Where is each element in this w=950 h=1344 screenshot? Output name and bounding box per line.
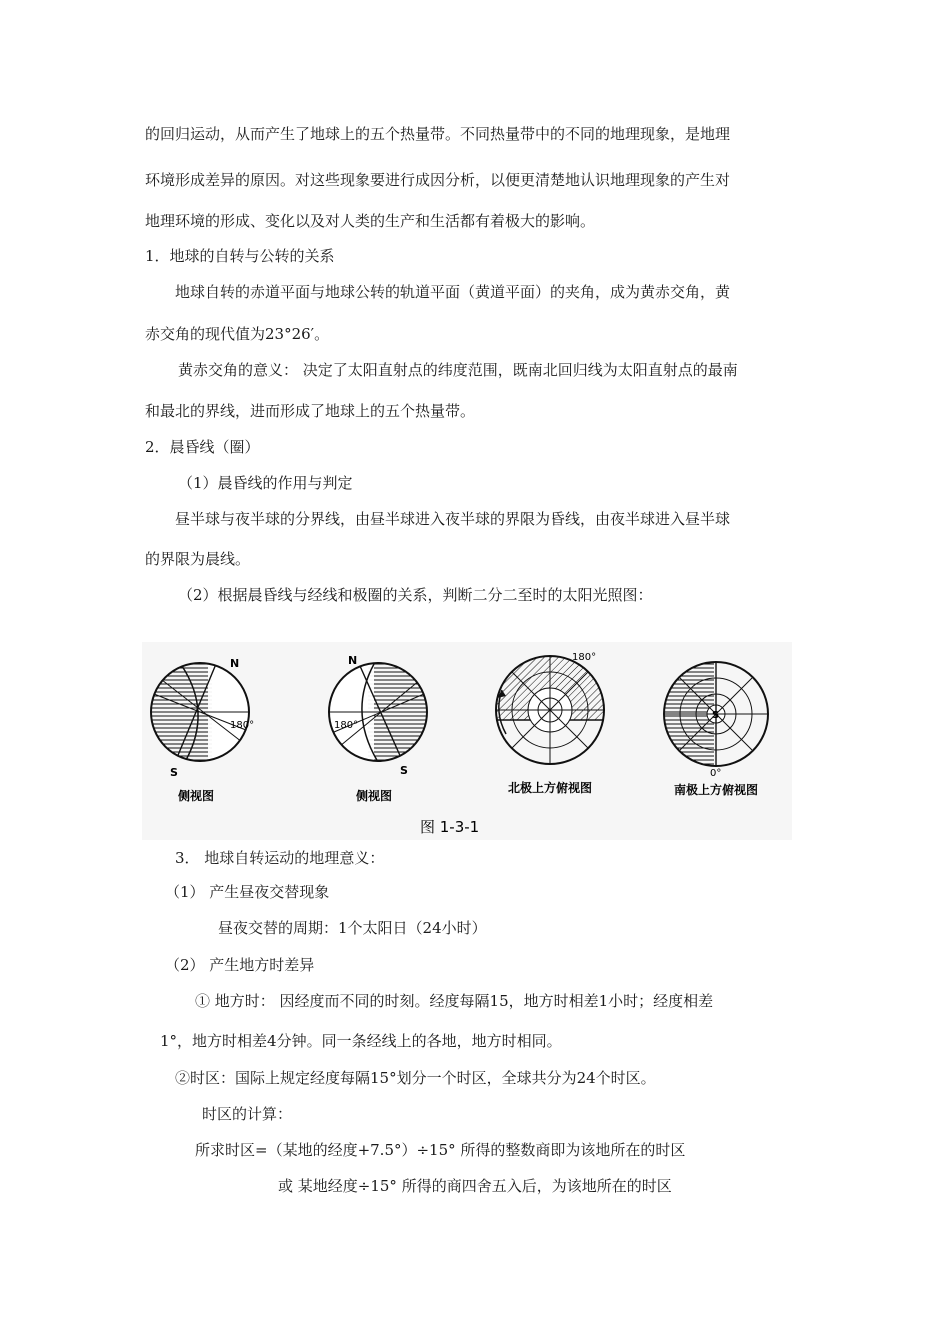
subheading-1: （1）晨昏线的作用与判定 [178, 474, 353, 492]
text-line-3: 地理环境的形成、变化以及对人类的生产和生活都有着极大的影响。 [145, 212, 596, 230]
subheading-2: （2）根据晨昏线与经线和极圈的关系，判断二分二至时的太阳光照图： [178, 586, 653, 604]
meridian-label-4: 0° [710, 768, 722, 779]
section-heading-3: 3． 地球自转运动的地理意义： [175, 849, 385, 867]
numbered-item-1: （1） 产生昼夜交替现象 [165, 883, 330, 901]
text-line-7: 黄赤交角的意义： 决定了太阳直射点的纬度范围，既南北回归线为太阳直射点的最南 [178, 361, 738, 379]
meridian-label-2: 180° [334, 720, 359, 731]
text-line-19: 1°，地方时相差4分钟。同一条经线上的各地，地方时相同。 [160, 1032, 562, 1050]
meridian-label-3: 180° [572, 652, 597, 663]
text-line-8: 和最北的界线，进而形成了地球上的五个热量带。 [145, 402, 476, 420]
panel-label-4: 南极上方俯视图 [674, 783, 759, 797]
figure-caption: 图 1-3-1 [420, 818, 480, 836]
text-line-16: 昼夜交替的周期：1个太阳日（24小时） [218, 919, 487, 937]
panel-label-3: 北极上方俯视图 [508, 781, 593, 795]
text-line-11: 昼半球与夜半球的分界线，由昼半球进入夜半球的界限为昏线，由夜半球进入昼半球 [175, 510, 731, 528]
panel-side-view-1 [142, 657, 258, 803]
text-line-18: ① 地方时： 因经度而不同的时刻。经度每隔15，地方时相差1小时；经度相差 [195, 992, 714, 1010]
pole-s-label-1: S [170, 766, 178, 779]
panel-side-view-2 [322, 654, 438, 803]
section-heading-2: 2．晨昏线（圈） [145, 438, 260, 456]
text-line-2: 环境形成差异的原因。对这些现象要进行成因分析，以便更清楚地认识地理现象的产生对 [145, 171, 731, 189]
text-line-1: 的回归运动，从而产生了地球上的五个热量带。不同热量带中的不同的地理现象，是地理 [145, 125, 731, 143]
panel-south-pole-view [662, 660, 768, 797]
text-line-6: 赤交角的现代值为23°26′。 [145, 325, 330, 343]
text-line-20: ②时区：国际上规定经度每隔15°划分一个时区，全球共分为24个时区。 [175, 1069, 656, 1087]
figure-drawing [142, 642, 792, 840]
panel-north-pole-view [492, 652, 612, 795]
sunlight-figure [142, 642, 792, 840]
panel-label-1: 侧视图 [178, 789, 215, 803]
pole-s-label-2: S [400, 764, 408, 777]
pole-n-label-2: N [348, 654, 358, 667]
numbered-item-2: （2） 产生地方时差异 [165, 956, 315, 974]
text-line-5: 地球自转的赤道平面与地球公转的轨道平面（黄道平面）的夹角，成为黄赤交角，黄 [175, 283, 731, 301]
center-label-4: S [712, 710, 720, 721]
formula-line-2: 或 某地经度÷15° 所得的商四舍五入后，为该地所在的时区 [278, 1177, 672, 1195]
panel-label-2: 侧视图 [356, 789, 393, 803]
meridian-label-1: 180° [230, 720, 255, 731]
text-line-12: 的界限为晨线。 [145, 550, 251, 568]
pole-n-label-1: N [230, 657, 240, 670]
formula-line-1: 所求时区=（某地的经度+7.5°）÷15° 所得的整数商即为该地所在的时区 [195, 1141, 686, 1159]
section-heading-1: 1．地球的自转与公转的关系 [145, 247, 335, 265]
text-line-21: 时区的计算： [202, 1105, 293, 1123]
